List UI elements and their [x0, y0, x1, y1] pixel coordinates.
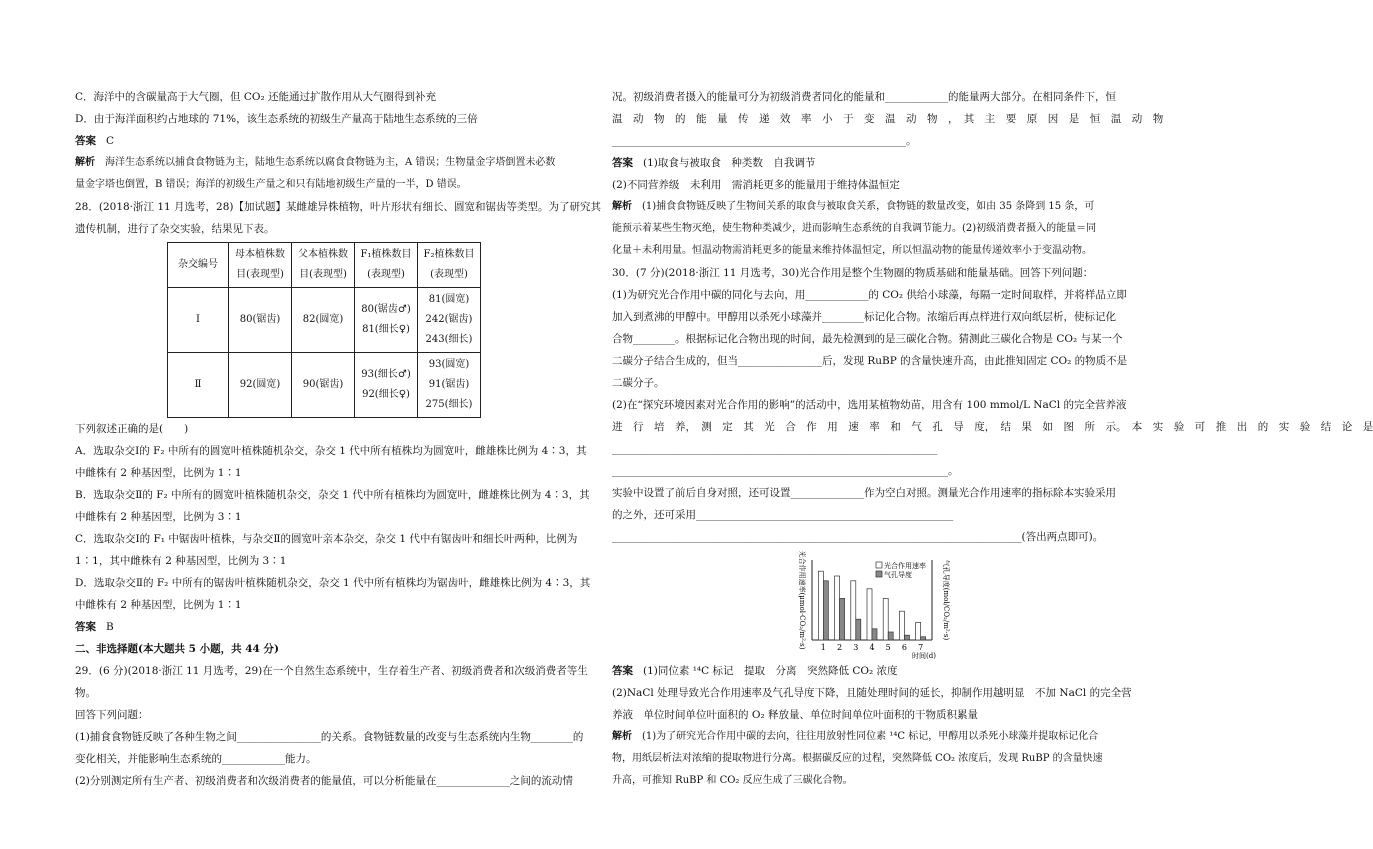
answer-value-3: 养液 单位时间单位叶面积的 O₂ 释放量、单位时间单位叶面积的干物质积累量	[612, 709, 978, 721]
question-30-part1-cont: 合物________。根据标记化合物出现的时间，最先检测到的是三碳化合物。猜测此三碳化合物是 CO₂ 与某一个	[612, 333, 1123, 345]
bar-photosynthesis-rate	[835, 576, 840, 640]
bar-stomatal-conductance	[904, 635, 909, 640]
question-30-part1: (1)为研究光合作用中碳的同化与去向，用____________的 CO₂ 供给小球藻，每隔一定时间取样，并将样品立即	[612, 289, 1127, 301]
table-cell-f1	[355, 288, 418, 353]
table-row	[168, 288, 481, 353]
explanation-label: 解析	[75, 157, 95, 168]
answer-line	[75, 130, 592, 152]
bar-photosynthesis-rate	[916, 622, 921, 640]
explanation-line	[612, 726, 1128, 748]
y-axis-label-right: 气孔导度(mol/CO₂/m²·s)	[942, 559, 950, 641]
option-a-cont: 中雌株有 2 种基因型，比例为 1∶1	[75, 467, 242, 479]
option-d: D．选取杂交Ⅱ的 F₂ 中所有的锯齿叶植株随机杂交，杂交 1 代中所有植株均为锯齿叶，雌雄株比例为 4∶3，其	[75, 577, 591, 589]
explanation-label: 解析	[612, 201, 632, 212]
bar-stomatal-conductance	[888, 632, 893, 640]
option-d: D．由于海洋面积约占地球的 71%，该生态系统的初级生产量高于陆地生态系统的三倍	[75, 113, 478, 125]
x-tick-label: 4	[869, 643, 875, 652]
bar-photosynthesis-rate	[818, 571, 823, 640]
question-30-part1-cont: 加入到煮沸的甲醇中。甲醇用以杀死小球藻并________标记化合物。浓缩后再点样进行双向纸层析，使标记化	[612, 311, 1116, 323]
question-30-part2-cont: 进 行 培 养， 测 定 其 光 合 作 用 速 率 和 气 孔 导 度， 结 果 如 图 所 示。 本 实 验 可 推 出 的 实 验 结 论 是	[612, 421, 1373, 433]
legend-label-rate: 光合作用速率	[884, 562, 926, 570]
answer-value: (1)取食与被取食 种类数 自我调节	[643, 157, 816, 169]
bar-stomatal-conductance	[823, 581, 828, 640]
bar-photosynthesis-rate	[899, 611, 904, 640]
cell-line: 93(圆宽)	[428, 359, 470, 370]
bar-chart	[612, 548, 1128, 660]
x-tick-label: 2	[837, 643, 843, 652]
explanation-text: (1)为了研究光合作用中碳的去向，往往用放射性同位素 ¹⁴C 标记，甲醇用以杀死小球藻并提取标记化合	[642, 731, 1099, 742]
question-29-stem-2: 物。	[75, 687, 96, 699]
explanation-line	[75, 152, 592, 174]
answer-line	[612, 660, 1128, 682]
option-b-cont: 中雌株有 2 种基因型，比例为 3∶1	[75, 511, 242, 523]
explanation-line	[612, 196, 1128, 218]
table-cell-id: Ⅰ	[168, 288, 229, 353]
explanation-text: 海洋生态系统以捕食食物链为主，陆地生态系统以腐食食物链为主，A 错误；生物量金字塔倒置未必数	[105, 157, 556, 168]
question-30-part2-cont: 实验中设置了前后自身对照，还可设置______________作为空白对照。测量光合作用速率的指标除本实验采用	[612, 487, 1116, 499]
question-29-part2: (2)分别测定所有生产者、初级消费者和次级消费者的能量值，可以分析能量在______________之间的流动情	[75, 775, 573, 787]
right-column	[612, 86, 1373, 792]
legend-swatch-rate	[876, 562, 882, 568]
x-axis-label: 时间(d)	[912, 652, 936, 660]
question-30-blank: ________________________________________________________________。	[612, 465, 959, 477]
bar-stomatal-conductance	[872, 629, 877, 640]
bar-photosynthesis-rate	[851, 581, 856, 640]
table-cell-mother: 92(圆宽)	[229, 353, 292, 418]
section-heading: 二、非选择题(本大题共 5 小题，共 44 分)	[75, 643, 279, 655]
table-cell-father: 90(锯齿)	[292, 353, 355, 418]
explanation-label: 解析	[612, 731, 632, 742]
question-29-prompt: 回答下列问题：	[75, 709, 149, 721]
cell-line: 242(锯齿)	[425, 314, 473, 325]
answer-label: 答案	[612, 665, 633, 677]
table-cell-id: Ⅱ	[168, 353, 229, 418]
table-cell-f2	[418, 288, 481, 353]
table-cell-f2	[418, 353, 481, 418]
table-header: 杂交编号	[168, 243, 229, 288]
table-header: F₁植株数目(表现型)	[355, 243, 418, 288]
question-30-part2-cont: ______________________________________________________________________________(答出两点即可)。	[612, 531, 1104, 543]
bar-stomatal-conductance	[840, 598, 845, 640]
question-28-prompt: 下列叙述正确的是( )	[75, 423, 189, 435]
chart-container	[612, 548, 1128, 660]
bar-photosynthesis-rate	[883, 598, 888, 640]
bar-stomatal-conductance	[856, 619, 861, 640]
option-c: C．海洋中的含碳量高于大气圈，但 CO₂ 还能通过扩散作用从大气圈得到补充	[75, 91, 437, 103]
question-30-stem: 30．(7 分)(2018·浙江 11 月选考，30)光合作用是整个生物圈的物质基础和能量基础。回答下列问题：	[612, 267, 1094, 279]
answer-value-2: (2)NaCl 处理导致光合作用速率及气孔导度下降，且随处理时间的延长，抑制作用越明显 不加 NaCl 的完全营	[612, 687, 1132, 699]
x-tick-label: 5	[885, 643, 891, 652]
table-header-row	[168, 243, 481, 288]
option-d-cont: 中雌株有 2 种基因型，比例为 1∶1	[75, 599, 242, 611]
cell-line: 91(锯齿)	[428, 379, 470, 390]
question-29-part2-cont-2: 温 动 物 的 能 量 传 递 效 率 小 于 变 温 动 物 ， 其 主 要 原 因 是 恒 温 动 物	[612, 113, 1164, 125]
answer-label: 答案	[75, 621, 96, 633]
table-row	[168, 353, 481, 418]
left-column	[75, 86, 602, 792]
cell-line: 275(细长)	[425, 399, 473, 410]
cell-line: 243(细长)	[425, 334, 473, 345]
explanation-text-2: 量金字塔也倒置，B 错误；海洋的初级生产量之和只有陆地初级生产量的一半，D 错误。	[75, 179, 467, 190]
x-tick-label: 7	[918, 643, 924, 652]
bar-photosynthesis-rate	[867, 589, 872, 640]
explanation-text: (1)捕食食物链反映了生物间关系的取食与被取食关系，食物链的数量改变，如由 35 条降到 15 条，可	[642, 201, 1095, 212]
question-29-part1: (1)捕食食物链反映了各种生物之间________________的关系。食物链数量的改变与生态系统内生物________的	[75, 731, 584, 743]
answer-value: C	[106, 135, 115, 147]
cell-line: 80(锯齿♂)	[361, 304, 411, 315]
question-30-part1-cont: 二碳分子。	[612, 377, 665, 389]
answer-label: 答案	[612, 157, 633, 169]
y-axis-label-left: 光合作用速率(μmol·CO₂/m²·s)	[798, 550, 806, 650]
question-30-part1-cont: 二碳分子结合生成的，但当________________后，发现 RuBP 的含量快速升高，由此推知固定 CO₂ 的物质不是	[612, 355, 1128, 367]
explanation-text-2: 物，用纸层析法对浓缩的提取物进行分离。根据碳反应的过程，突然降低 CO₂ 浓度后，发现 RuBP 的含量快速	[612, 753, 1103, 764]
question-28-stem: 28．(2018·浙江 11 月选考，28)【加试题】某雌雄异株植物，叶片形状有细长、圆宽和锯齿等类型。为了研究其	[75, 201, 602, 213]
table-header: F₂植株数目(表现型)	[418, 243, 481, 288]
explanation-text-3: 升高，可推知 RuBP 和 CO₂ 反应生成了三碳化合物。	[612, 775, 853, 786]
explanation-text-2: 能预示着某些生物灭绝，使生物种类减少，进而影响生态系统的自我调节能力。(2)初级消费者摄入的能量＝同	[612, 223, 1097, 234]
cell-line: 81(圆宽)	[428, 294, 470, 305]
option-c-cont: 1∶1，其中雌株有 2 种基因型，比例为 3∶1	[75, 555, 287, 567]
answer-value: (1)同位素 ¹⁴C 标记 提取 分离 突然降低 CO₂ 浓度	[643, 665, 898, 677]
option-a: A．选取杂交Ⅰ的 F₂ 中所有的圆宽叶植株随机杂交，杂交 1 代中所有植株均为圆宽叶，雌雄株比例为 4∶3，其	[75, 445, 587, 457]
answer-value-2: (2)不同营养级 未利用 需消耗更多的能量用于维持体温恒定	[612, 179, 900, 191]
question-29-part1-cont: 变化相关，并能影响生态系统的____________能力。	[75, 753, 317, 765]
question-29-blank: ________________________________________________________。	[612, 135, 917, 147]
answer-line	[75, 616, 592, 638]
cell-line: 93(细长♂)	[361, 369, 411, 380]
table-header: 母本植株数目(表现型)	[229, 243, 292, 288]
table-header: 父本植株数目(表现型)	[292, 243, 355, 288]
question-28-stem-2: 遗传机制，进行了杂交实验，结果见下表。	[75, 223, 275, 235]
question-30-part2-cont: 的之外，还可采用_________________________________________________	[612, 509, 954, 521]
question-29-part2-cont: 况。初级消费者摄入的能量可分为初级消费者同化的能量和____________的能量两大部分。在相同条件下，恒	[612, 91, 1116, 103]
question-30-blank: ______________________________________________________________	[612, 443, 938, 455]
question-29-stem: 29．(6 分)(2018·浙江 11 月选考，29)在一个自然生态系统中，生存着生产者、初级消费者和次级消费者等生	[75, 665, 588, 677]
answer-label: 答案	[75, 135, 96, 147]
legend-swatch-stomatal	[876, 571, 882, 577]
cross-result-table	[167, 242, 481, 418]
x-tick-label: 1	[820, 643, 826, 652]
option-b: B．选取杂交Ⅱ的 F₂ 中所有的圆宽叶植株随机杂交，杂交 1 代中所有植株均为圆宽叶，雌雄株比例为 4∶3，其	[75, 489, 590, 501]
table-cell-mother: 80(锯齿)	[229, 288, 292, 353]
table-cell-f1	[355, 353, 418, 418]
legend-label-stomatal: 气孔导度	[884, 571, 912, 579]
answer-line	[612, 152, 1128, 174]
explanation-text-3: 化量＋未利用量。恒温动物需消耗更多的能量来维持体温恒定，所以恒温动物的能量传递效率小于变温动物。	[612, 245, 1092, 256]
cell-line: 92(细长♀)	[362, 389, 410, 400]
question-30-part2: (2)在“探究环境因素对光合作用的影响”的活动中，选用某植物幼苗，用含有 100 mmol/L NaCl 的完全营养液	[612, 399, 1127, 411]
cell-line: 81(细长♀)	[362, 324, 410, 335]
option-c: C．选取杂交Ⅰ的 F₁ 中锯齿叶植株，与杂交Ⅱ的圆宽叶亲本杂交，杂交 1 代中有锯齿叶和细长叶两种，比例为	[75, 533, 578, 545]
table-cell-father: 82(圆宽)	[292, 288, 355, 353]
answer-value: B	[106, 621, 114, 633]
x-tick-label: 6	[901, 643, 907, 652]
x-tick-label: 3	[853, 643, 859, 652]
bar-stomatal-conductance	[921, 637, 926, 640]
